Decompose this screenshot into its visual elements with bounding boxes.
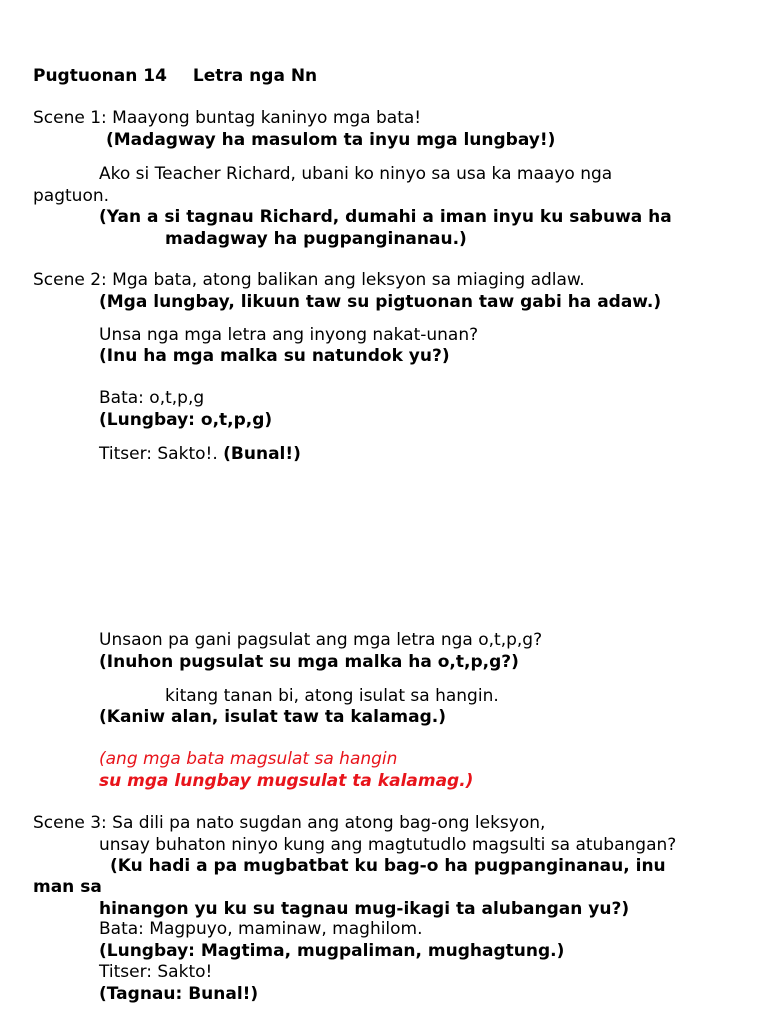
scene3-translation-line2: man sa — [33, 877, 102, 897]
scene2-student-answer-translation: (Lungbay: o,t,p,g) — [99, 410, 273, 430]
scene2-writing-question-translation: (Inuhon pugsulat su mga malka ha o,t,p,g?) — [99, 652, 519, 672]
scene2-teacher-response — [99, 443, 301, 465]
scene2-review-translation: (Mga lungbay, likuun taw su pigtuonan taw gabi ha adaw.) — [99, 292, 662, 312]
scene1-greeting: Scene 1: Maayong buntag kaninyo mga bata! — [33, 108, 422, 128]
scene1-intro-line2: pagtuon. — [33, 186, 110, 206]
lesson-title — [33, 65, 317, 87]
lesson-topic: Letra nga Nn — [192, 66, 318, 86]
scene1-intro-translation-line2: madagway ha pugpanginanau.) — [165, 229, 467, 249]
scene1-intro-translation-line1: (Yan a si tagnau Richard, dumahi a iman inyu ku sabuwa ha — [99, 207, 672, 227]
scene2-question-translation: (Inu ha mga malka su natundok yu?) — [99, 346, 450, 366]
scene3-translation-line1: (Ku hadi a pa mugbatbat ku bag-o ha pugpanginanau, inu — [110, 856, 666, 876]
scene1-intro-line1: Ako si Teacher Richard, ubani ko ninyo sa usa ka maayo nga — [99, 164, 613, 184]
lesson-number: Pugtuonan 14 — [33, 66, 167, 86]
scene2-stage-direction: (ang mga bata magsulat sa hangin — [99, 749, 398, 769]
scene2-stage-direction-translation: su mga lungbay mugsulat ta kalamag.) — [99, 771, 474, 791]
scene2-teacher-translation: (Bunal!) — [223, 444, 301, 464]
scene3-intro-line1: Scene 3: Sa dili pa nato sugdan ang atong bag-ong leksyon, — [33, 813, 546, 833]
scene2-air-writing-instruction: kitang tanan bi, atong isulat sa hangin. — [165, 686, 499, 706]
scene2-writing-question: Unsaon pa gani pagsulat ang mga letra nga o,t,p,g? — [99, 630, 543, 650]
scene3-teacher-response-translation: (Tagnau: Bunal!) — [99, 984, 259, 1004]
scene3-student-answer-translation: (Lungbay: Magtima, mugpaliman, mughagtung.) — [99, 941, 565, 961]
scene3-teacher-response: Titser: Sakto! — [99, 962, 213, 982]
scene3-intro-line2: unsay buhaton ninyo kung ang magtutudlo magsulti sa atubangan? — [99, 835, 677, 855]
scene3-student-answer: Bata: Magpuyo, maminaw, maghilom. — [99, 919, 423, 939]
scene1-greeting-translation: (Madagway ha masulom ta inyu mga lungbay!) — [106, 130, 556, 150]
scene2-air-writing-translation: (Kaniw alan, isulat taw ta kalamag.) — [99, 707, 447, 727]
scene2-question: Unsa nga mga letra ang inyong nakat-unan? — [99, 325, 479, 345]
scene2-review: Scene 2: Mga bata, atong balikan ang leksyon sa miaging adlaw. — [33, 270, 585, 290]
scene3-translation-line3: hinangon yu ku su tagnau mug-ikagi ta alubangan yu?) — [99, 899, 630, 919]
scene2-student-answer: Bata: o,t,p,g — [99, 388, 205, 408]
scene2-teacher-text: Titser: Sakto!. — [99, 444, 218, 464]
